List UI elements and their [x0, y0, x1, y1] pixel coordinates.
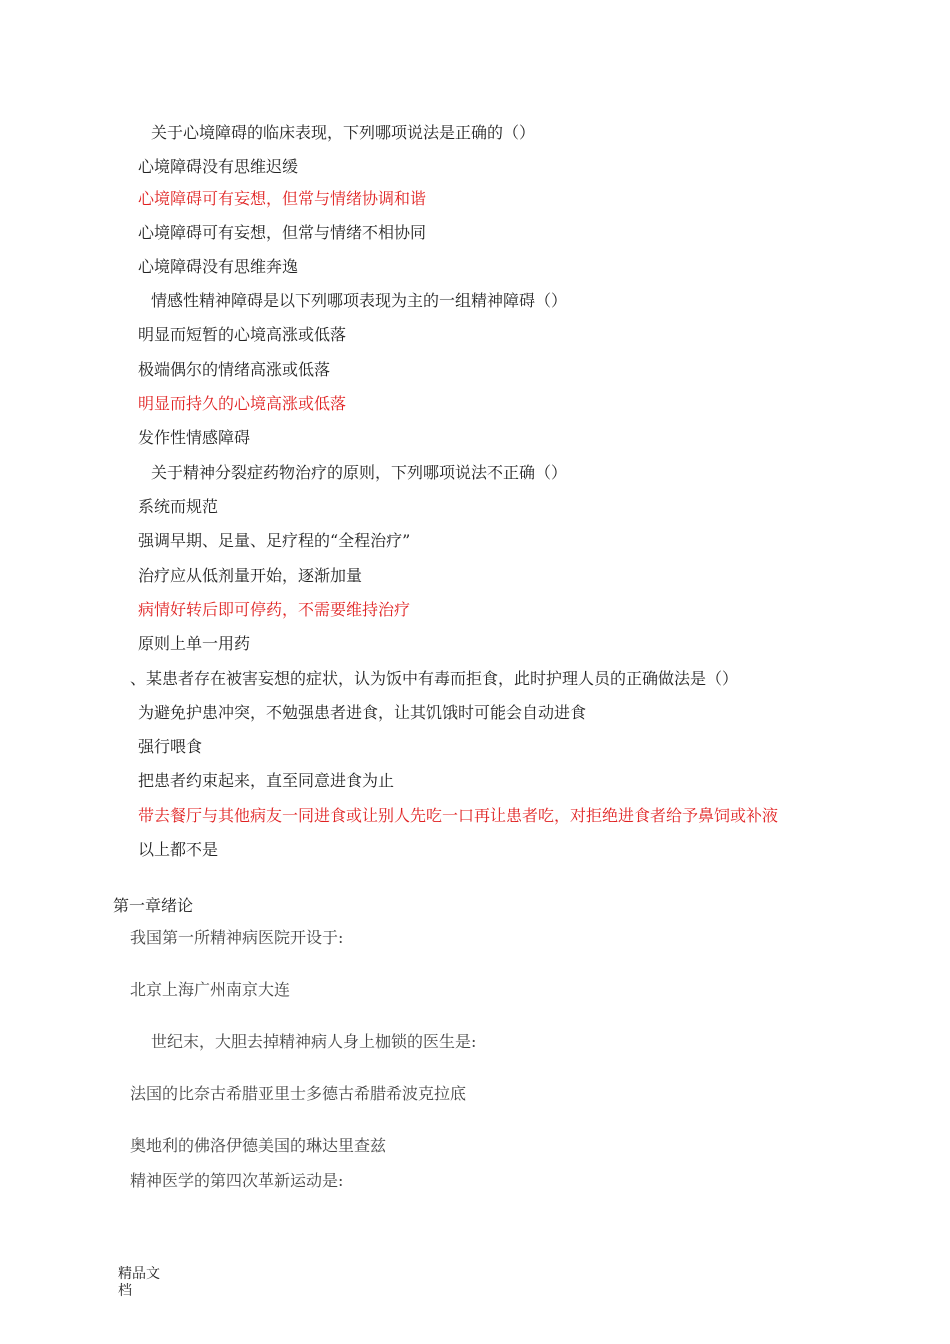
- question-3-option-3: 治疗应从低剂量开始，逐渐加量: [138, 566, 363, 585]
- question-4-option-3: 把患者约束起来，直至同意进食为止: [138, 771, 395, 790]
- question-2-option-1: 明显而短暂的心境高涨或低落: [138, 325, 347, 344]
- question-4-option-4-answer: 带去餐厅与其他病友一同进食或让别人先吃一口再让患者吃，对拒绝进食者给予鼻饲或补液: [138, 806, 779, 825]
- question-3-option-2: 强调早期、足量、足疗程的“全程治疗”: [138, 531, 411, 550]
- chapter-line-3: 世纪末，大胆去掉精神病人身上枷锁的医生是:: [151, 1032, 477, 1051]
- question-4-option-5: 以上都不是: [138, 840, 219, 859]
- question-4-option-1: 为避免护患冲突，不勉强患者进食，让其饥饿时可能会自动进食: [138, 703, 587, 722]
- question-3-option-4-answer: 病情好转后即可停药，不需要维持治疗: [138, 600, 411, 619]
- chapter-title: 第一章绪论: [113, 896, 194, 915]
- question-1-option-1: 心境障碍没有思维迟缓: [138, 157, 299, 176]
- question-1-option-3: 心境障碍可有妄想，但常与情绪不相协同: [138, 223, 427, 242]
- chapter-line-6: 精神医学的第四次革新运动是:: [130, 1171, 344, 1190]
- chapter-line-5: 奥地利的佛洛伊德美国的琳达里查兹: [130, 1136, 387, 1155]
- question-1-option-2-answer: 心境障碍可有妄想，但常与情绪协调和谐: [138, 189, 427, 208]
- question-4-stem: 、某患者存在被害妄想的症状，认为饭中有毒而拒食，此时护理人员的正确做法是（）: [130, 669, 739, 688]
- footer-line-2: 档: [118, 1283, 132, 1299]
- question-3-option-5: 原则上单一用药: [138, 634, 251, 653]
- question-2-stem: 情感性精神障碍是以下列哪项表现为主的一组精神障碍（）: [151, 291, 568, 310]
- question-2-option-2: 极端偶尔的情绪高涨或低落: [138, 360, 331, 379]
- question-1-stem: 关于心境障碍的临床表现，下列哪项说法是正确的（）: [151, 123, 536, 142]
- chapter-line-2: 北京上海广州南京大连: [130, 980, 291, 999]
- chapter-line-4: 法国的比奈古希腊亚里士多德古希腊希波克拉底: [130, 1084, 467, 1103]
- chapter-line-1: 我国第一所精神病医院开设于:: [130, 928, 344, 947]
- question-2-option-4: 发作性情感障碍: [138, 428, 251, 447]
- footer-line-1: 精品文: [118, 1266, 160, 1282]
- question-2-option-3-answer: 明显而持久的心境高涨或低落: [138, 394, 347, 413]
- footer-label: [118, 1266, 178, 1300]
- question-3-stem: 关于精神分裂症药物治疗的原则，下列哪项说法不正确（）: [151, 463, 568, 482]
- question-1-option-4: 心境障碍没有思维奔逸: [138, 257, 299, 276]
- question-3-option-1: 系统而规范: [138, 497, 219, 516]
- question-4-option-2: 强行喂食: [138, 737, 203, 756]
